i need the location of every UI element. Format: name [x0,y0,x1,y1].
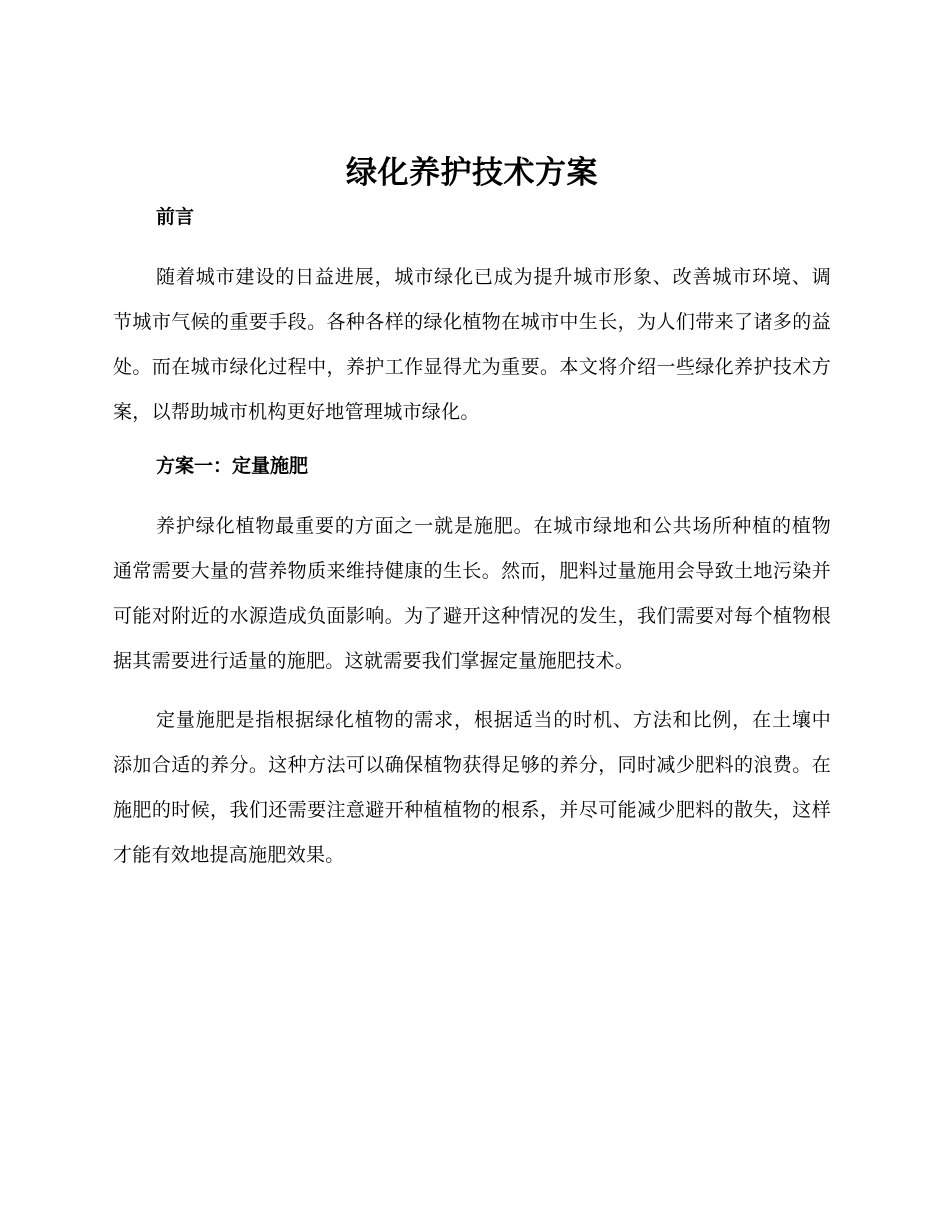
document-page [113,148,831,878]
document-title: 绿化养护技术方案 [346,155,598,191]
preface-paragraph: 随着城市建设的日益进展，城市绿化已成为提升城市形象、改善城市环境、调节城市气候的重要手段。各种各样的绿化植物在城市中生长，为人们带来了诸多的益处。而在城市绿化过程中，养护工作显得尤为重要。本文将介绍一些绿化养护技术方案，以帮助城市机构更好地管理城市绿化。 [113,266,831,423]
plan-one-paragraph-2: 定量施肥是指根据绿化植物的需求，根据适当的时机、方法和比例，在土壤中添加合适的养分。这种方法可以确保植物获得足够的养分，同时减少肥料的浪费。在施肥的时候，我们还需要注意避开种植植物的根系，并尽可能减少肥料的散失，这样才能有效地提高施肥效果。 [113,709,831,866]
section-heading-plan-one: 方案一：定量施肥 [156,455,309,477]
section-heading-preface: 前言 [156,206,195,228]
plan-one-paragraph-1: 养护绿化植物最重要的方面之一就是施肥。在城市绿地和公共场所种植的植物通常需要大量的营养物质来维持健康的生长。然而，肥料过量施用会导致土地污染并可能对附近的水源造成负面影响。为了避开这种情况的发生，我们需要对每个植物根据其需要进行适量的施肥。这就需要我们掌握定量施肥技术。 [113,515,831,672]
